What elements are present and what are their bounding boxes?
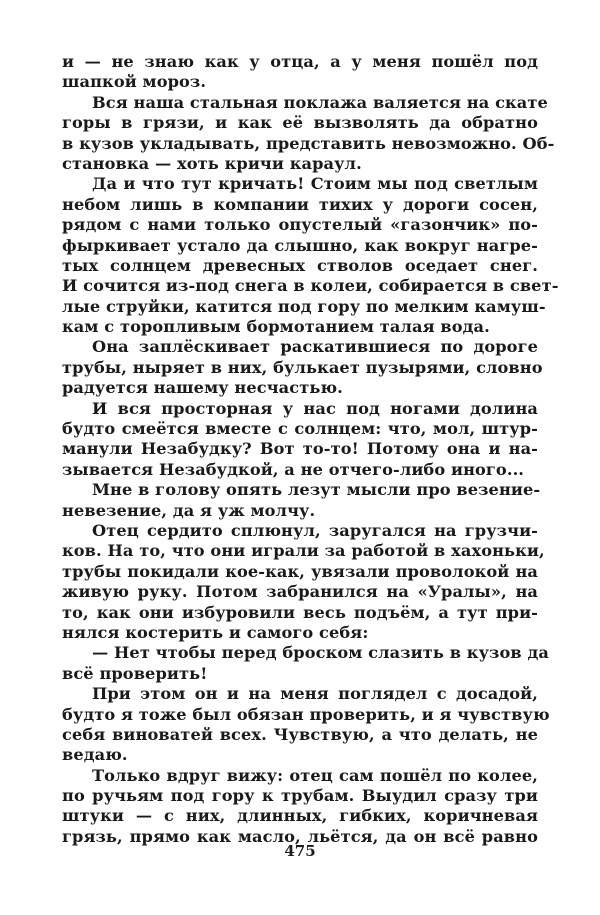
paragraph [62, 174, 559, 337]
text-line: трубы, ныряет в них, булькает пузырями, словно [62, 357, 543, 377]
text-line: трубы покидали кое-как, увязали проволокой на [62, 561, 538, 581]
paragraph [62, 643, 549, 684]
text-line: фыркивает устало да слышно, как вокруг нагре- [62, 235, 538, 255]
paragraph [62, 520, 545, 643]
paragraph [62, 52, 538, 93]
page-number: 475 [284, 842, 316, 860]
text-line: — Нет чтобы перед броском слазить в кузов да [92, 643, 549, 663]
paragraph [62, 480, 541, 521]
text-line: становка — хоть кричи караул. [62, 153, 362, 173]
text-line: И сочится из-под снега в колеи, собирается в свет- [62, 276, 559, 296]
text-line: штуки — с них, длинных, гибких, коричневая [62, 806, 538, 826]
text-line: Отец сердито сплюнул, заругался на грузчи- [92, 520, 538, 540]
paragraph [62, 766, 538, 848]
text-line: ведаю. [62, 745, 128, 765]
text-line: горы в грязи, и как её вызволять да обратно [62, 113, 538, 133]
text-line: рядом с нами только опустелый «газончик» по- [62, 215, 538, 235]
text-line: Мне в голову опять лезут мысли про везение- [92, 480, 541, 500]
text-line: Вся наша стальная поклажа валяется на скате [92, 92, 548, 112]
text-line: живую руку. Потом забранился на «Уралы», на [62, 582, 538, 602]
text-line: зывается Незабудкой, а не отчего-либо иного... [62, 459, 525, 479]
text-line: будто я тоже был обязан проверить, и я чувствую [62, 704, 550, 724]
text-line: Она заплёскивает раскатившиеся по дороге [92, 337, 538, 357]
text-line: грязь, прямо как масло, льётся, да он всё равно [62, 826, 538, 846]
text-line: ков. На то, что они играли за работой в хахоньки, [62, 541, 545, 561]
text-line: по ручьям под гору к трубам. Выудил сразу три [62, 786, 538, 806]
text-line: всё проверить! [62, 663, 208, 683]
text-line: кам с торопливым бормотанием талая вода. [62, 317, 490, 337]
text-line: И вся просторная у нас под ногами долина [92, 398, 538, 418]
text-line: будто смеётся вместе с солнцем: что, мол, штур- [62, 419, 538, 439]
text-line: лые струйки, катится под гору по мелким камуш- [62, 296, 546, 316]
text-line: невезение, да я уж молчу. [62, 500, 316, 520]
text-line: Да и что тут кричать! Стоим мы под светлым [92, 174, 538, 194]
text-line: себя виноватей всех. Чувствую, а что делать, не [62, 724, 538, 744]
text-line: небом лишь в компании тихих у дороги сосен, [62, 194, 538, 214]
text-line: и — не знаю как у отца, а у меня пошёл под [62, 52, 538, 71]
paragraph [62, 684, 550, 766]
text-line: Только вдруг вижу: отец сам пошёл по колее, [92, 765, 538, 785]
text-line: При этом он и на меня поглядел с досадой, [92, 684, 538, 704]
text-line: в кузов укладывать, представить невозможно. Об- [62, 133, 555, 153]
paragraph [62, 92, 555, 175]
text-line: шапкой мороз. [62, 72, 207, 92]
text-line: нялся костерить и самого себя: [62, 622, 369, 642]
text-line: то, как они избуровили весь подъём, а тут при- [62, 602, 538, 622]
page-text [62, 52, 559, 847]
paragraph [62, 399, 538, 481]
paragraph [62, 337, 543, 398]
text-line: тых солнцем древесных стволов оседает снег. [62, 255, 538, 275]
text-line: манули Незабудку? Вот то-то! Потому она и на- [62, 439, 538, 459]
text-line: радуется нашему несчастью. [62, 378, 343, 398]
